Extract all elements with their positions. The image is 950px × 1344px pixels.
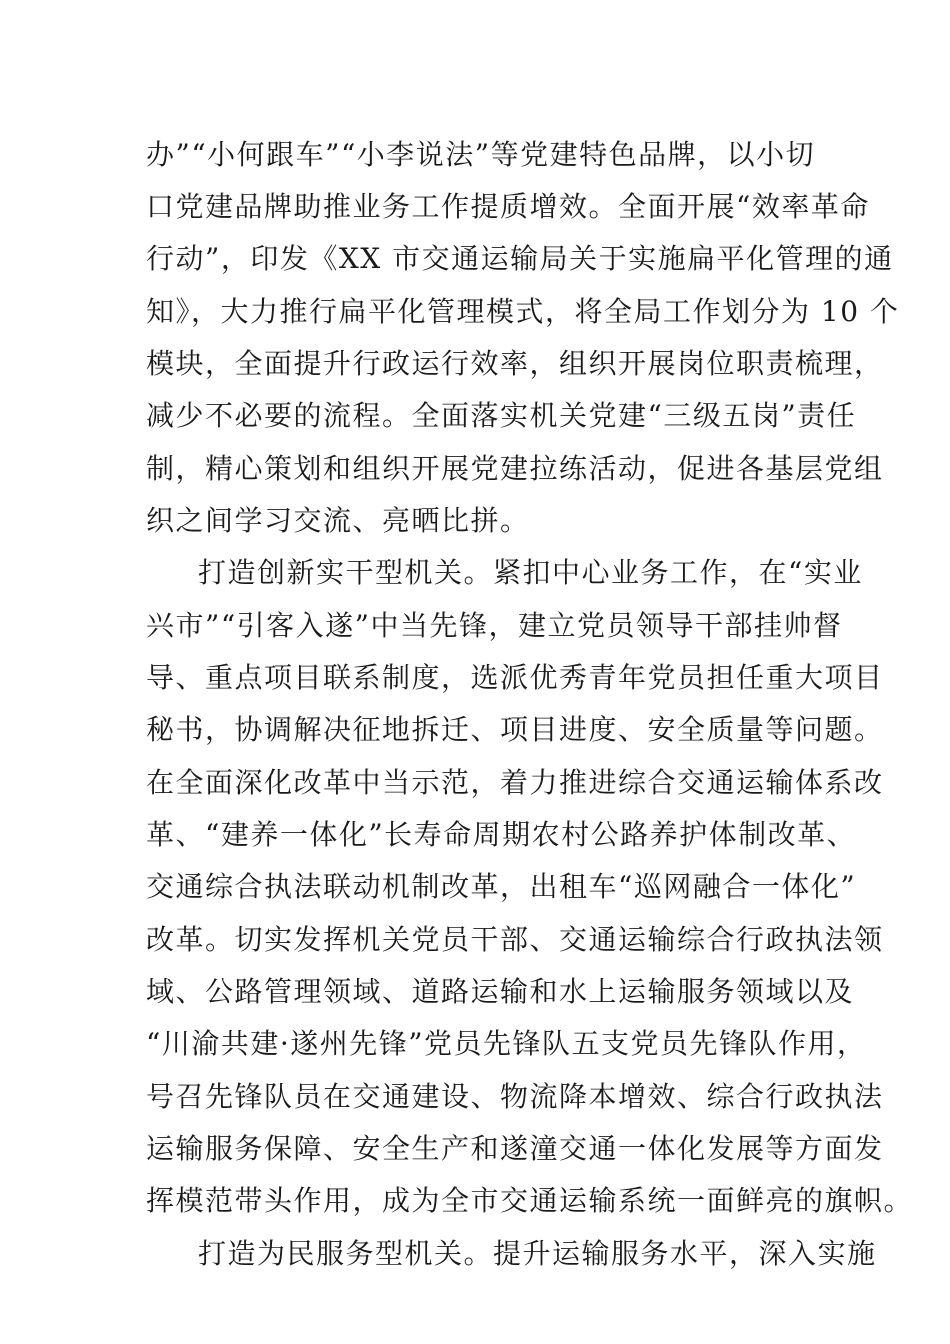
text-line: 导、重点项目联系制度，选派优秀青年党员担任重大项目	[146, 661, 884, 694]
text-line: 秘书，协调解决征地拆迁、项目进度、安全质量等问题。	[146, 713, 884, 746]
text-line: 挥模范带头作用，成为全市交通运输系统一面鲜亮的旗帜。	[146, 1184, 914, 1217]
text-line: 口党建品牌助推业务工作提质增效。全面开展“效率革命	[146, 190, 870, 223]
text-line: 运输服务保障、安全生产和遂潼交通一体化发展等方面发	[146, 1132, 884, 1165]
text-line: 域、公路管理领域、道路运输和水上运输服务领域以及	[146, 975, 855, 1008]
text-line: 革、“建养一体化”长寿命周期农村公路养护体制改革、	[146, 818, 857, 851]
text-line: 行动”，印发《XX 市交通运输局关于实施扁平化管理的通	[146, 242, 894, 275]
text-line: 号召先锋队员在交通建设、物流降本增效、综合行政执法	[146, 1080, 884, 1113]
paragraph-start-line: 打造创新实干型机关。紧扣中心业务工作，在“实业	[198, 556, 863, 589]
text-line: 减少不必要的流程。全面落实机关党建“三级五岗”责任	[146, 399, 857, 432]
text-line: 交通综合执法联动机制改革，出租车“巡网融合一体化”	[146, 870, 857, 903]
text-line: 改革。切实发挥机关党员干部、交通运输综合行政执法领	[146, 923, 884, 956]
text-line: 制，精心策划和组织开展党建拉练活动，促进各基层党组	[146, 452, 884, 485]
text-line: 兴市”“引客入遂”中当先锋，建立党员领导干部挂帅督	[146, 609, 843, 642]
text-line: 在全面深化改革中当示范，着力推进综合交通运输体系改	[146, 766, 884, 799]
text-line: 模块，全面提升行政运行效率，组织开展岗位职责梳理，	[146, 347, 884, 380]
text-line: 织之间学习交流、亮晒比拼。	[146, 504, 530, 537]
text-line: 办”“小何跟车”“小李说法”等党建特色品牌，以小切	[146, 138, 816, 171]
paragraph-start-line: 打造为民服务型机关。提升运输服务水平，深入实施	[198, 1237, 877, 1270]
text-line: “川渝共建·遂州先锋”党员先锋队五支党员先锋队作用，	[146, 1027, 867, 1060]
text-line: 知》，大力推行扁平化管理模式，将全局工作划分为 10 个	[146, 295, 900, 328]
